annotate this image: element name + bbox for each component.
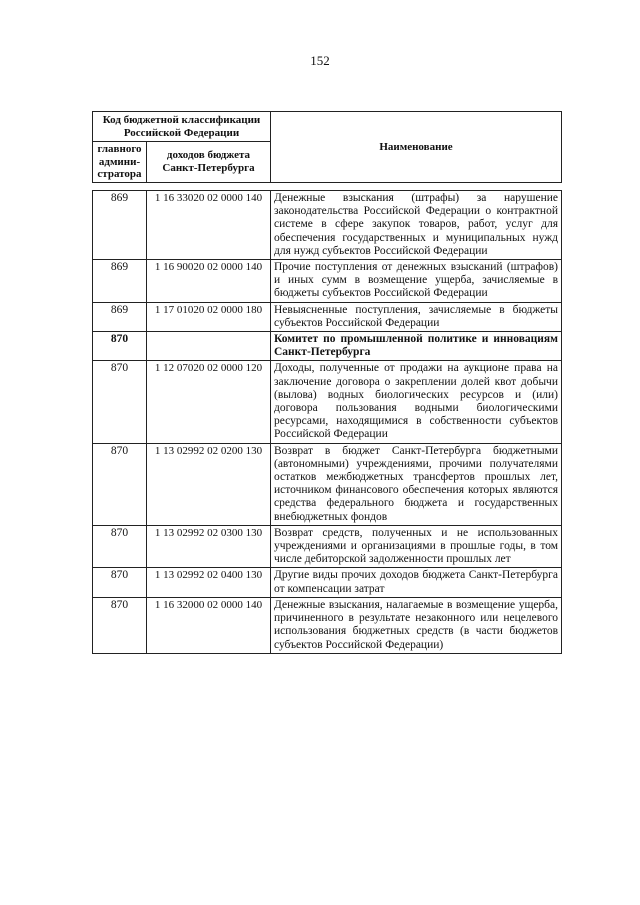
admin-code-cell: 870 <box>93 525 147 568</box>
revenue-column-header: доходов бюджета Санкт-Петербурга <box>147 142 271 183</box>
name-cell: Денежные взыскания (штрафы) за нарушение законодательства Российской Федерации о контрактной системе в сфере закупок товаров, работ, услуг для обеспечения государственных и муниципальных нужд для нужд субъектов Российской Федерации <box>271 191 562 260</box>
admin-column-header: главного админи-стратора <box>93 142 147 183</box>
budget-table <box>92 190 562 654</box>
admin-code-cell: 869 <box>93 302 147 331</box>
admin-code-cell: 870 <box>93 332 147 361</box>
revenue-code-cell: 1 12 07020 02 0000 120 <box>147 361 271 443</box>
admin-code-cell: 870 <box>93 443 147 525</box>
table-header <box>92 111 562 183</box>
code-group-header: Код бюджетной классификации Российской Федерации <box>93 112 271 142</box>
revenue-code-cell <box>147 332 271 361</box>
table-row <box>93 443 562 525</box>
page-number: 152 <box>310 53 330 68</box>
name-cell: Прочие поступления от денежных взысканий (штрафов) и иных сумм в возмещение ущерба, зачисляемые в бюджеты субъектов Российской Федерации <box>271 260 562 303</box>
revenue-code-cell: 1 13 02992 02 0300 130 <box>147 525 271 568</box>
table-row <box>93 302 562 331</box>
admin-code-cell: 870 <box>93 361 147 443</box>
revenue-code-cell: 1 16 90020 02 0000 140 <box>147 260 271 303</box>
admin-code-cell: 870 <box>93 568 147 597</box>
table-row <box>93 332 562 361</box>
name-cell: Невыясненные поступления, зачисляемые в бюджеты субъектов Российской Федерации <box>271 302 562 331</box>
revenue-code-cell: 1 16 33020 02 0000 140 <box>147 191 271 260</box>
revenue-code-cell: 1 16 32000 02 0000 140 <box>147 597 271 653</box>
table-row <box>93 260 562 303</box>
revenue-code-cell: 1 17 01020 02 0000 180 <box>147 302 271 331</box>
name-column-header: Наименование <box>271 112 562 183</box>
admin-code-cell: 869 <box>93 260 147 303</box>
admin-code-cell: 870 <box>93 597 147 653</box>
name-cell: Доходы, полученные от продажи на аукционе права на заключение договора о закреплении долей квот добычи (вылова) водных биологических ресурсов и (или) договора пользования водными биологическими ресурсами, находящимися в собственности субъектов Российской Федерации <box>271 361 562 443</box>
table-row <box>93 191 562 260</box>
name-cell: Другие виды прочих доходов бюджета Санкт-Петербурга от компенсации затрат <box>271 568 562 597</box>
table-row <box>93 361 562 443</box>
revenue-code-cell: 1 13 02992 02 0400 130 <box>147 568 271 597</box>
name-cell: Денежные взыскания, налагаемые в возмещение ущерба, причиненного в результате незаконного или нецелевого использования бюджетных средств (в части бюджетов субъектов Российской Федерации) <box>271 597 562 653</box>
name-cell: Возврат в бюджет Санкт-Петербурга бюджетными (автономными) учреждениями, прочими получателями остатков межбюджетных трансфертов прошлых лет, источником финансового обеспечения которых являются средства федерального бюджета и государственных внебюджетных фондов <box>271 443 562 525</box>
admin-code-cell: 869 <box>93 191 147 260</box>
name-cell: Возврат средств, полученных и не использованных учреждениями и организациями в прошлые годы, в том числе дебиторской задолженности прошлых лет <box>271 525 562 568</box>
table-row <box>93 525 562 568</box>
table-row <box>93 597 562 653</box>
revenue-code-cell: 1 13 02992 02 0200 130 <box>147 443 271 525</box>
name-cell: Комитет по промышленной политике и инновациям Санкт-Петербурга <box>271 332 562 361</box>
table-row <box>93 568 562 597</box>
